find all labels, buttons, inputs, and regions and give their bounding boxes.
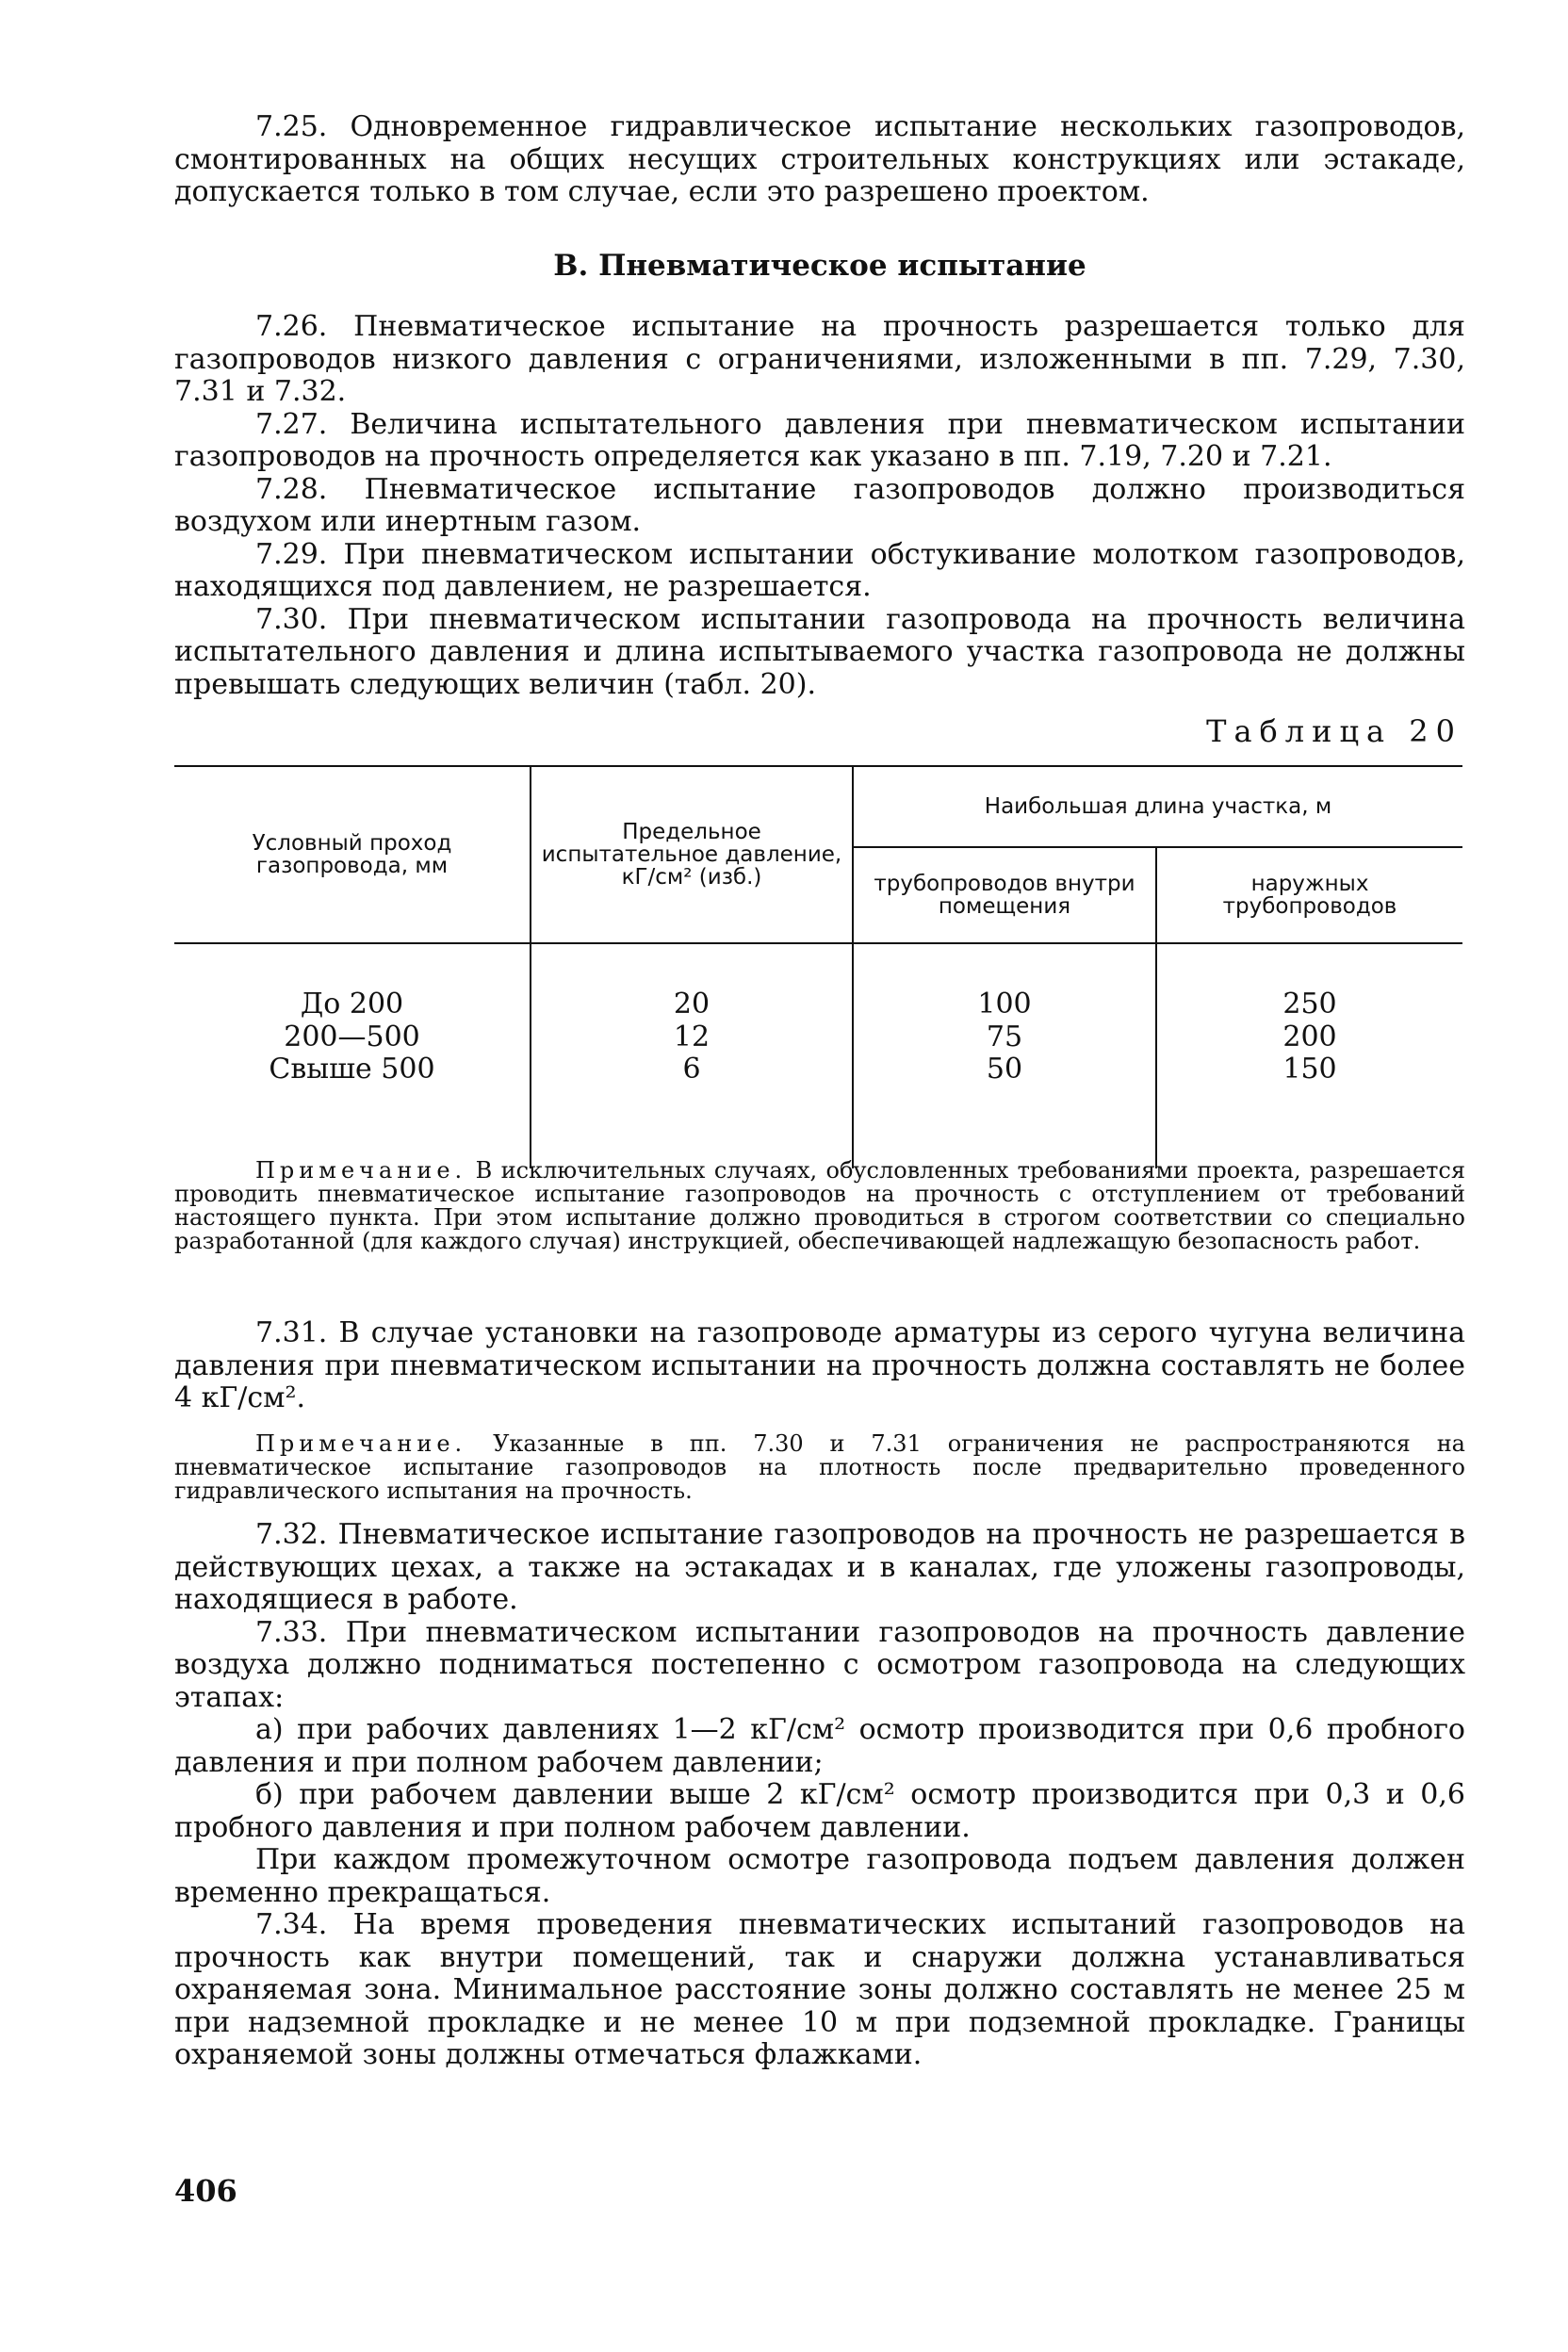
paragraph-7-32: 7.32. Пневматическое испытание газопроводов на прочность не разрешается в действующих цехах, а также на эстакадах и в каналах, где уложены газопроводы, находящиеся в работе. [174, 1518, 1465, 1616]
table-cell: 250 [1282, 988, 1337, 1021]
header-diameter: Условный проход газопровода, мм [174, 766, 531, 943]
paragraph-7-30: 7.30. При пневматическом испытании газопровода на прочность величина испытательного давления и длина испытываемого участка газопровода не должны превышать следующих величин (табл. 20). [174, 602, 1465, 701]
paragraph-7-31: 7.31. В случае установки на газопроводе арматуры из серого чугуна величина давления при пневматическом испытании на прочность должна составлять не более 4 кГ/см². [174, 1316, 1465, 1414]
table-cell: 75 [986, 1020, 1023, 1054]
table-cell: 100 [977, 988, 1032, 1021]
paragraph-7-27: 7.27. Величина испытательного давления при пневматическом испытании газопроводов на прочность определяется как указано в пп. 7.19, 7.20 и 7.21. [174, 407, 1465, 473]
header-pressure: Предельное испытательное давление, кГ/см² (изб.) [531, 766, 853, 943]
note-label: Примечание. [255, 1157, 467, 1184]
paragraph-7-25: 7.25. Одновременное гидравлическое испытание нескольких газопроводов, смонтированных на общих несущих строительных конструкциях или эстакаде, допускается только в том случае, если это разрешено проектом. [174, 110, 1465, 208]
table-cell: 6 [682, 1053, 701, 1086]
table-cell: 200 [1282, 1020, 1337, 1054]
paragraph-7-33-a: а) при рабочих давлениях 1—2 кГ/см² осмотр производится при 0,6 пробного давления и при полном рабочем давлении; [174, 1713, 1465, 1779]
column-pressures [531, 943, 853, 1168]
table-cell: 50 [986, 1053, 1023, 1086]
table-cell: Свыше 500 [269, 1053, 435, 1086]
header-inside: трубопроводов внутри помещения [853, 847, 1156, 943]
column-diameters [174, 943, 531, 1168]
table-cell: 150 [1282, 1053, 1337, 1086]
table-cell: 20 [673, 988, 710, 1021]
paragraph-7-28: 7.28. Пневматическое испытание газопроводов должно производиться воздухом или инертным газом. [174, 472, 1465, 538]
paragraphs-7-32-to-7-34 [174, 1519, 1465, 2072]
note-label: Примечание. [255, 1430, 467, 1457]
table-cell: До 200 [300, 988, 404, 1021]
table-caption: Таблица 20 [1206, 713, 1462, 749]
table-cell: 12 [673, 1020, 710, 1054]
column-outside [1156, 943, 1462, 1168]
paragraph-7-29: 7.29. При пневматическом испытании обстукивание молотком газопроводов, находящихся под давлением, не разрешается. [174, 537, 1465, 603]
header-max-length: Наибольшая длина участка, м [853, 766, 1462, 847]
note-text: Указанные в пп. 7.30 и 7.31 ограничения не распространяются на пневматическое испытание газопроводов на плотность после предварительно проведенного гидравлического испытания на прочность. [174, 1430, 1465, 1504]
section-heading: В. Пневматическое испытание [553, 249, 1086, 283]
paragraph-7-26: 7.26. Пневматическое испытание на прочность разрешается только для газопроводов низкого давления с ограничениями, изложенными в пп. 7.29, 7.30, 7.31 и 7.32. [174, 310, 1465, 408]
paragraph-7-33: 7.33. При пневматическом испытании газопроводов на прочность давление воздуха должно подниматься постепенно с осмотром газопровода на следующих этапах: [174, 1615, 1465, 1714]
paragraph-7-33-b: б) при рабочем давлении выше 2 кГ/см² осмотр производится при 0,3 и 0,6 пробного давления и при полном рабочем давлении. [174, 1778, 1465, 1844]
table-20 [174, 765, 1462, 1168]
column-inside [853, 943, 1156, 1168]
header-outside: наружных трубопроводов [1156, 847, 1462, 943]
page-number: 406 [174, 2173, 237, 2209]
table-cell: 200—500 [284, 1020, 420, 1054]
note-1 [174, 1159, 1465, 1253]
note-text: В исключительных случаях, обусловленных требованиями проекта, разрешается проводить пневматическое испытание газопроводов на прочность с отступлением от требований настоящего пункта. При этом испытание должно проводиться в строгом соответствии со специально разработанной (для каждого случая) инструкцией, обеспечивающей надлежащую безопасность работ. [174, 1157, 1465, 1254]
note-2 [174, 1432, 1465, 1503]
paragraph-7-33-c: При каждом промежуточном осмотре газопровода подъем давления должен временно прекращаться. [174, 1843, 1465, 1909]
paragraphs-7-26-to-7-30 [174, 311, 1465, 701]
paragraph-7-34: 7.34. На время проведения пневматических испытаний газопроводов на прочность как внутри помещений, так и снаружи должна устанавливаться охраняемая зона. Минимальное расстояние зоны должно составлять не менее 25 м при надземной прокладке и не менее 10 м при подземной прокладке. Границы охраняемой зоны должны отмечаться флажками. [174, 1908, 1465, 2071]
